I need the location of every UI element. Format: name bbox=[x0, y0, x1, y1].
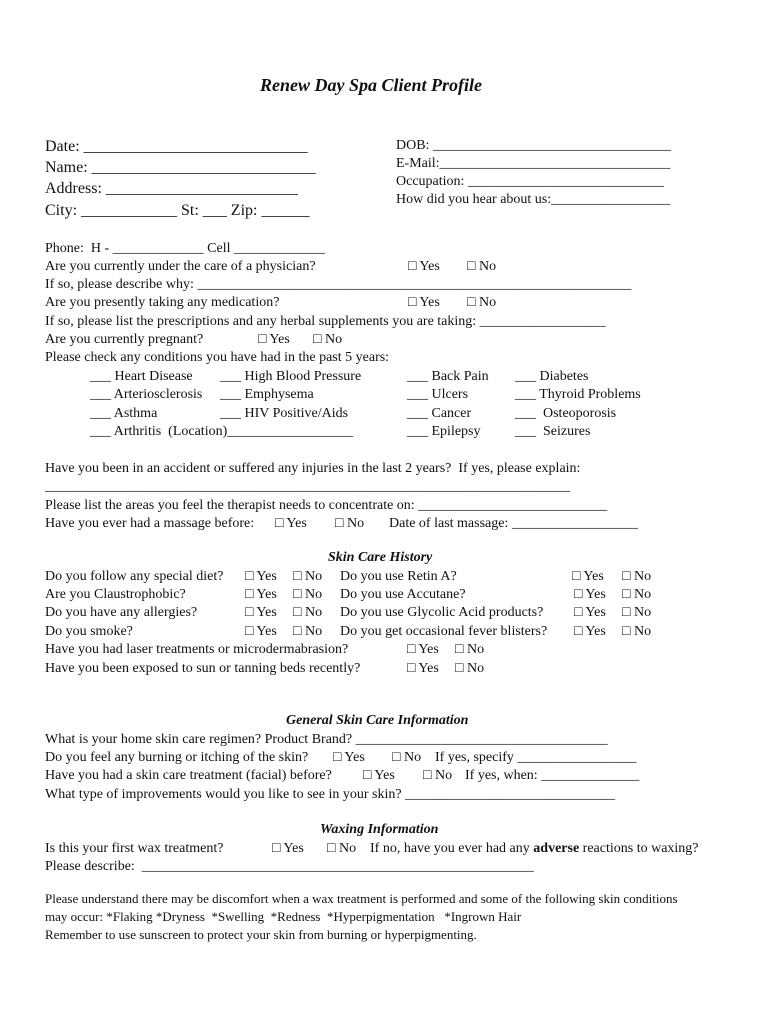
massage-question: Have you ever had a massage before: bbox=[45, 516, 255, 531]
pregnant-yes-checkbox[interactable]: □ Yes bbox=[258, 332, 290, 347]
general-skin-care-heading: General Skin Care Information bbox=[286, 713, 469, 728]
laser-yes-checkbox[interactable]: □ Yes bbox=[407, 642, 439, 657]
footer-line-3: Remember to use sunscreen to protect your skin from burning or hyperpigmenting. bbox=[45, 927, 477, 942]
accutane-no-checkbox[interactable]: □ No bbox=[622, 587, 652, 602]
smoke-no-checkbox[interactable]: □ No bbox=[293, 624, 323, 639]
accutane-question: Do you use Accutane? bbox=[340, 587, 466, 602]
physician-yes-checkbox[interactable]: □ Yes bbox=[408, 259, 440, 274]
adverse-reactions-question bbox=[370, 842, 699, 856]
last-massage-date-field[interactable]: Date of last massage: __________________ bbox=[389, 516, 638, 531]
condition-hiv[interactable]: ___ HIV Positive/Aids bbox=[220, 406, 349, 421]
glycolic-yes-checkbox[interactable]: □ Yes bbox=[574, 605, 606, 620]
facial-no-checkbox[interactable]: □ No bbox=[423, 768, 453, 783]
name-field[interactable]: Name: ____________________________ bbox=[45, 159, 316, 176]
pregnant-no-checkbox[interactable]: □ No bbox=[313, 332, 343, 347]
medication-no-checkbox[interactable]: □ No bbox=[467, 295, 497, 310]
condition-heart-disease[interactable]: ___ Heart Disease bbox=[90, 369, 193, 384]
smoke-question: Do you smoke? bbox=[45, 624, 133, 639]
waxing-heading: Waxing Information bbox=[320, 822, 439, 837]
condition-arteriosclerosis[interactable]: ___ Arteriosclerosis bbox=[90, 387, 203, 402]
condition-asthma[interactable]: ___ Asthma bbox=[90, 406, 158, 421]
date-field[interactable]: Date: ____________________________ bbox=[45, 138, 308, 155]
glycolic-question: Do you use Glycolic Acid products? bbox=[340, 605, 544, 620]
fever-blisters-yes-checkbox[interactable]: □ Yes bbox=[574, 624, 606, 639]
page-title: Renew Day Spa Client Profile bbox=[260, 75, 482, 95]
accident-question: Have you been in an accident or suffered any injuries in the last 2 years? If yes, please explain: bbox=[45, 461, 581, 476]
facial-yes-checkbox[interactable]: □ Yes bbox=[363, 768, 395, 783]
address-field[interactable]: Address: ________________________ bbox=[45, 180, 298, 197]
first-wax-no-checkbox[interactable]: □ No bbox=[327, 841, 357, 856]
email-field[interactable]: E-Mail:_________________________________ bbox=[396, 156, 671, 171]
glycolic-no-checkbox[interactable]: □ No bbox=[622, 605, 652, 620]
condition-ulcers[interactable]: ___ Ulcers bbox=[407, 387, 469, 402]
phone-field[interactable]: Phone: H - _____________ Cell _____________ bbox=[45, 241, 325, 256]
medication-question: Are you presently taking any medication? bbox=[45, 295, 280, 310]
diet-yes-checkbox[interactable]: □ Yes bbox=[245, 569, 277, 584]
allergies-yes-checkbox[interactable]: □ Yes bbox=[245, 605, 277, 620]
sun-exposure-no-checkbox[interactable]: □ No bbox=[455, 661, 485, 676]
home-regimen-field[interactable]: What is your home skin care regimen? Product Brand? ____________________________________ bbox=[45, 732, 608, 747]
physician-no-checkbox[interactable]: □ No bbox=[467, 259, 497, 274]
adverse-reactions-pre: If no, have you ever had any bbox=[370, 841, 530, 856]
massage-no-checkbox[interactable]: □ No bbox=[335, 516, 365, 531]
burning-yes-checkbox[interactable]: □ Yes bbox=[333, 750, 365, 765]
referral-source-field[interactable]: How did you hear about us:_________________ bbox=[396, 192, 671, 207]
facial-question: Have you had a skin care treatment (facial) before? bbox=[45, 768, 332, 783]
physician-question: Are you currently under the care of a physician? bbox=[45, 259, 316, 274]
wax-describe-field[interactable]: Please describe: ________________________________________________________ bbox=[45, 859, 534, 874]
footer-line-1: Please understand there may be discomfort when a wax treatment is performed and some of the following skin conditions bbox=[45, 891, 678, 906]
sun-exposure-question: Have you been exposed to sun or tanning beds recently? bbox=[45, 661, 361, 676]
concentrate-areas-field[interactable]: Please list the areas you feel the therapist needs to concentrate on: ___________________________ bbox=[45, 498, 608, 513]
condition-cancer[interactable]: ___ Cancer bbox=[407, 406, 472, 421]
allergies-question: Do you have any allergies? bbox=[45, 605, 198, 620]
footer-line-2: may occur: *Flaking *Dryness *Swelling *Redness *Hyperpigmentation *Ingrown Hair bbox=[45, 909, 522, 924]
massage-yes-checkbox[interactable]: □ Yes bbox=[275, 516, 307, 531]
retin-a-question: Do you use Retin A? bbox=[340, 569, 457, 584]
city-state-zip-field[interactable]: City: ____________ St: ___ Zip: ______ bbox=[45, 202, 310, 219]
conditions-question: Please check any conditions you have had in the past 5 years: bbox=[45, 350, 390, 365]
condition-arthritis[interactable]: ___ Arthritis (Location)__________________ bbox=[90, 424, 354, 439]
first-wax-yes-checkbox[interactable]: □ Yes bbox=[272, 841, 304, 856]
allergies-no-checkbox[interactable]: □ No bbox=[293, 605, 323, 620]
occupation-field[interactable]: Occupation: ____________________________ bbox=[396, 174, 664, 189]
diet-question: Do you follow any special diet? bbox=[45, 569, 224, 584]
facial-when-field[interactable]: If yes, when: ______________ bbox=[465, 768, 640, 783]
condition-epilepsy[interactable]: ___ Epilepsy bbox=[407, 424, 481, 439]
burning-specify-field[interactable]: If yes, specify _________________ bbox=[435, 750, 637, 765]
burning-no-checkbox[interactable]: □ No bbox=[392, 750, 422, 765]
sun-exposure-yes-checkbox[interactable]: □ Yes bbox=[407, 661, 439, 676]
smoke-yes-checkbox[interactable]: □ Yes bbox=[245, 624, 277, 639]
condition-high-blood-pressure[interactable]: ___ High Blood Pressure bbox=[220, 369, 362, 384]
medication-yes-checkbox[interactable]: □ Yes bbox=[408, 295, 440, 310]
fever-blisters-no-checkbox[interactable]: □ No bbox=[622, 624, 652, 639]
claustrophobic-question: Are you Claustrophobic? bbox=[45, 587, 186, 602]
burning-question: Do you feel any burning or itching of the skin? bbox=[45, 750, 309, 765]
condition-thyroid[interactable]: ___ Thyroid Problems bbox=[515, 387, 641, 402]
condition-osteoporosis[interactable]: ___ Osteoporosis bbox=[515, 406, 617, 421]
accident-explain-field[interactable]: ___________________________________________________________________________ bbox=[45, 479, 570, 494]
first-wax-question: Is this your first wax treatment? bbox=[45, 841, 224, 856]
fever-blisters-question: Do you get occasional fever blisters? bbox=[340, 624, 548, 639]
adverse-reactions-post: reactions to waxing? bbox=[582, 841, 699, 856]
retin-a-yes-checkbox[interactable]: □ Yes bbox=[572, 569, 604, 584]
physician-why-field[interactable]: If so, please describe why: ______________________________________________________________ bbox=[45, 277, 632, 292]
adverse-reactions-bold: adverse bbox=[533, 841, 580, 856]
improvements-field[interactable]: What type of improvements would you like to see in your skin? ______________________________ bbox=[45, 787, 616, 802]
laser-no-checkbox[interactable]: □ No bbox=[455, 642, 485, 657]
condition-seizures[interactable]: ___ Seizures bbox=[515, 424, 591, 439]
claustrophobic-no-checkbox[interactable]: □ No bbox=[293, 587, 323, 602]
diet-no-checkbox[interactable]: □ No bbox=[293, 569, 323, 584]
laser-question: Have you had laser treatments or microdermabrasion? bbox=[45, 642, 349, 657]
skin-care-history-heading: Skin Care History bbox=[328, 550, 433, 565]
condition-diabetes[interactable]: ___ Diabetes bbox=[515, 369, 589, 384]
claustrophobic-yes-checkbox[interactable]: □ Yes bbox=[245, 587, 277, 602]
condition-emphysema[interactable]: ___ Emphysema bbox=[220, 387, 314, 402]
dob-field[interactable]: DOB: __________________________________ bbox=[396, 138, 671, 153]
retin-a-no-checkbox[interactable]: □ No bbox=[622, 569, 652, 584]
prescriptions-field[interactable]: If so, please list the prescriptions and any herbal supplements you are taking: __________________ bbox=[45, 314, 606, 329]
condition-back-pain[interactable]: ___ Back Pain bbox=[407, 369, 489, 384]
pregnant-question: Are you currently pregnant? bbox=[45, 332, 204, 347]
accutane-yes-checkbox[interactable]: □ Yes bbox=[574, 587, 606, 602]
